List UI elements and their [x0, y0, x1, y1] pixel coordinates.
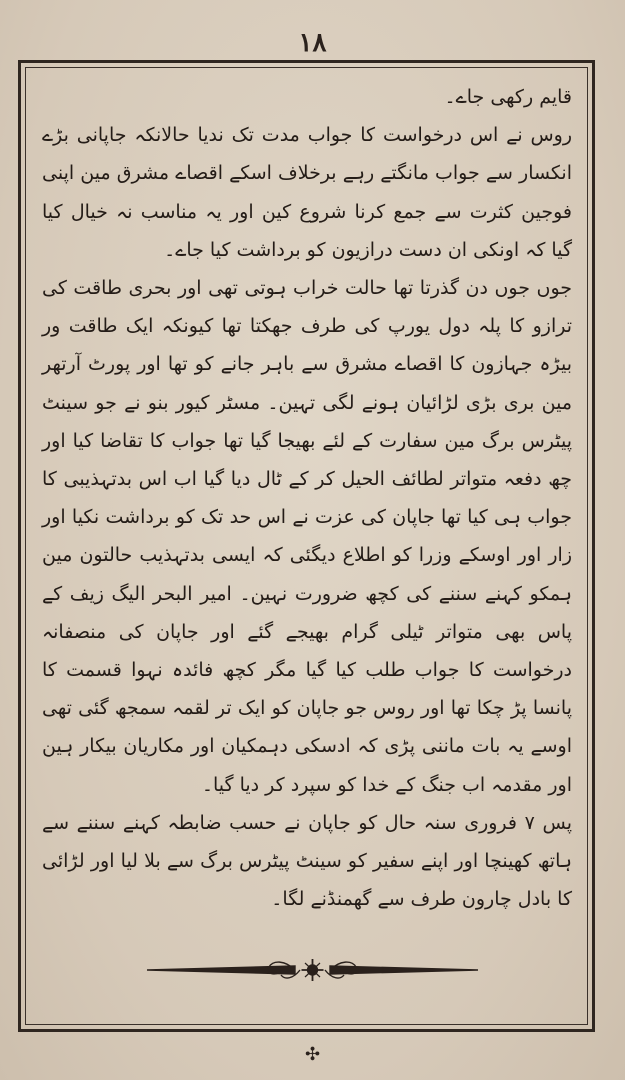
body-text: [42, 78, 572, 918]
page-number: ۱۸: [298, 28, 327, 58]
paragraph-1: قایم رکھی جاے۔: [444, 86, 572, 108]
bottom-ornament-mark: ✣: [304, 1044, 321, 1065]
tailpiece-ornament-icon: [145, 955, 480, 985]
paragraph-3: جوں جوں دن گذرتا تھا حالت خراب ہوتی تھی اور بحری طاقت کی ترازو کا پلہ دول یورپ کی طرف جھکتا تھا کیونکہ ایک طاقت ور بیڑہ جہازون کا اقصاے مشرق سے باہر جانے کو تھا اور پورٹ آرتھر مین بری بڑی لڑائیان ہونے لگی تہین۔ مسٹر کیور بنو نے جو سینٹ پیٹرس برگ مین سفارت کے لئے بھیجا گیا تھا جواب کا تقاضا کیا اور چھ دفعہ متواتر لطائف الحیل کر کے ٹال دیا گیا اب اس بدتہذیبی کا جواب ہی کیا تھا جاپان کی عزت نے اس حد تک کو برداشت نکیا اور زار اور اوسکے وزرا کو اطلاع دیگئی کہ ایسی بدتہذیب حالتون مین ہمکو کہنے سننے کی کچھ ضرورت نہین۔ امیر البحر الیگ زیف کے پاس بھی متواتر ٹیلی گرام بھیجے گئے اور جاپان کی منصفانہ درخواست کا جواب طلب کیا گیا مگر کچھ فائدہ نہوا قسمت کا پانسا پڑ چکا تھا اور روس جو جاپان کو ایک تر لقمہ سمجھ گئی تھی اوسے یہ بات ماننی پڑی کہ ادسکی دہمکیان اور مکاریان بیکار ہین اور مقدمہ اب جنگ کے خدا کو سپرد کر دیا گیا۔: [42, 277, 572, 796]
paragraph-4: پس ۷ فروری سنہ حال کو جاپان نے حسب ضابطہ کہنے سننے سے ہاتھ کھینچا اور اپنے سفیر کو سینٹ پیٹرس برگ سے بلا لیا اور لڑائی کا بادل چارون طرف سے گھمنڈنے لگا۔: [42, 811, 572, 911]
paragraph-2: روس نے اس درخواست کا جواب مدت تک ندیا حالانکہ جاپانی بڑے انکسار سے جواب مانگتے رہے برخلاف اسکے اقصاے مشرق مین اپنی فوجین کثرت سے جمع کرنا شروع کین اور یہ مناسب نہ خیال کیا گیا کہ اونکی ان دست درازیون کو برداشت کیا جاے۔: [42, 124, 572, 261]
